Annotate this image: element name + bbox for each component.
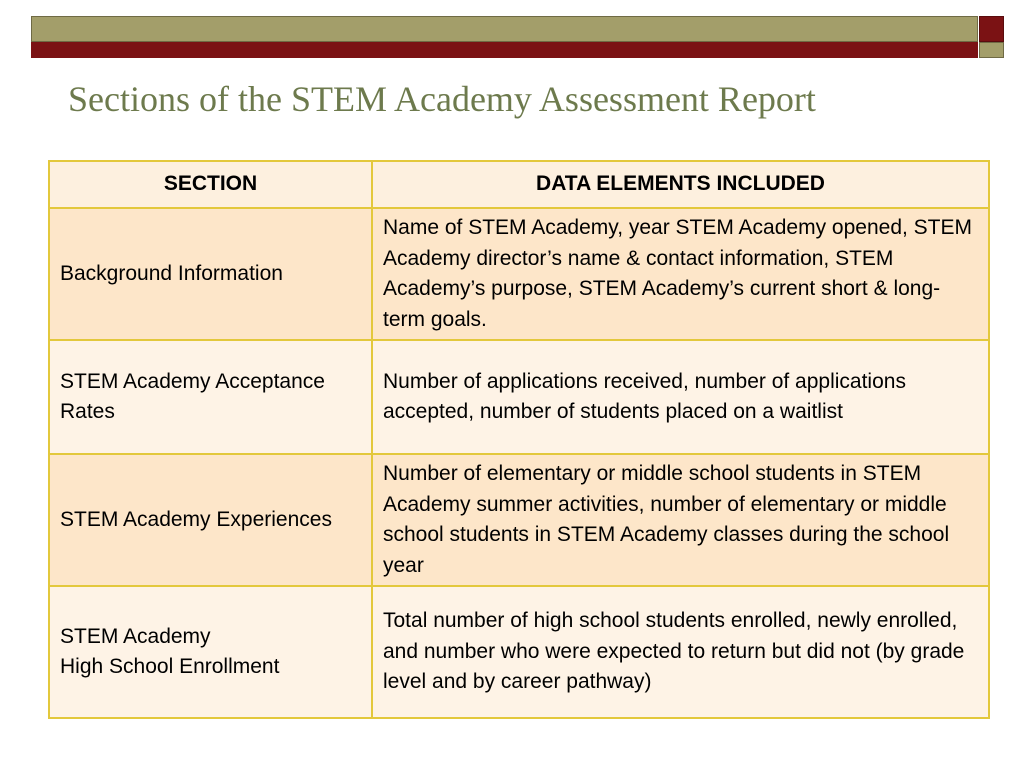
header-square-olive (979, 42, 1004, 58)
assessment-report-table (48, 160, 990, 719)
column-header-data-elements: DATA ELEMENTS INCLUDED (372, 161, 989, 208)
section-cell: Background Information (49, 208, 372, 340)
header-bar-maroon (31, 42, 978, 58)
table-row (49, 586, 989, 718)
slide-title: Sections of the STEM Academy Assessment Report (68, 79, 816, 119)
data-elements-cell: Total number of high school students enrolled, newly enrolled, and number who were expected to return but did not (by grade level and by career pathway) (372, 586, 989, 718)
table-row (49, 454, 989, 586)
section-cell: STEM Academy Acceptance Rates (49, 340, 372, 454)
data-elements-cell: Number of elementary or middle school students in STEM Academy summer activities, number of elementary or middle school students in STEM Academy classes during the school year (372, 454, 989, 586)
section-cell-line: STEM Academy (60, 624, 211, 648)
column-header-section: SECTION (49, 161, 372, 208)
section-cell: STEM Academy Experiences (49, 454, 372, 586)
table-header-row (49, 161, 989, 208)
header-square-maroon (979, 16, 1004, 42)
data-elements-cell: Name of STEM Academy, year STEM Academy opened, STEM Academy director’s name & contact information, STEM Academy’s purpose, STEM Academy’s current short & long-term goals. (372, 208, 989, 340)
section-cell (49, 586, 372, 718)
section-cell-line: High School Enrollment (60, 655, 280, 678)
header-bar-olive (31, 16, 978, 42)
data-elements-cell: Number of applications received, number of applications accepted, number of students placed on a waitlist (372, 340, 989, 454)
table-row (49, 340, 989, 454)
table-row (49, 208, 989, 340)
